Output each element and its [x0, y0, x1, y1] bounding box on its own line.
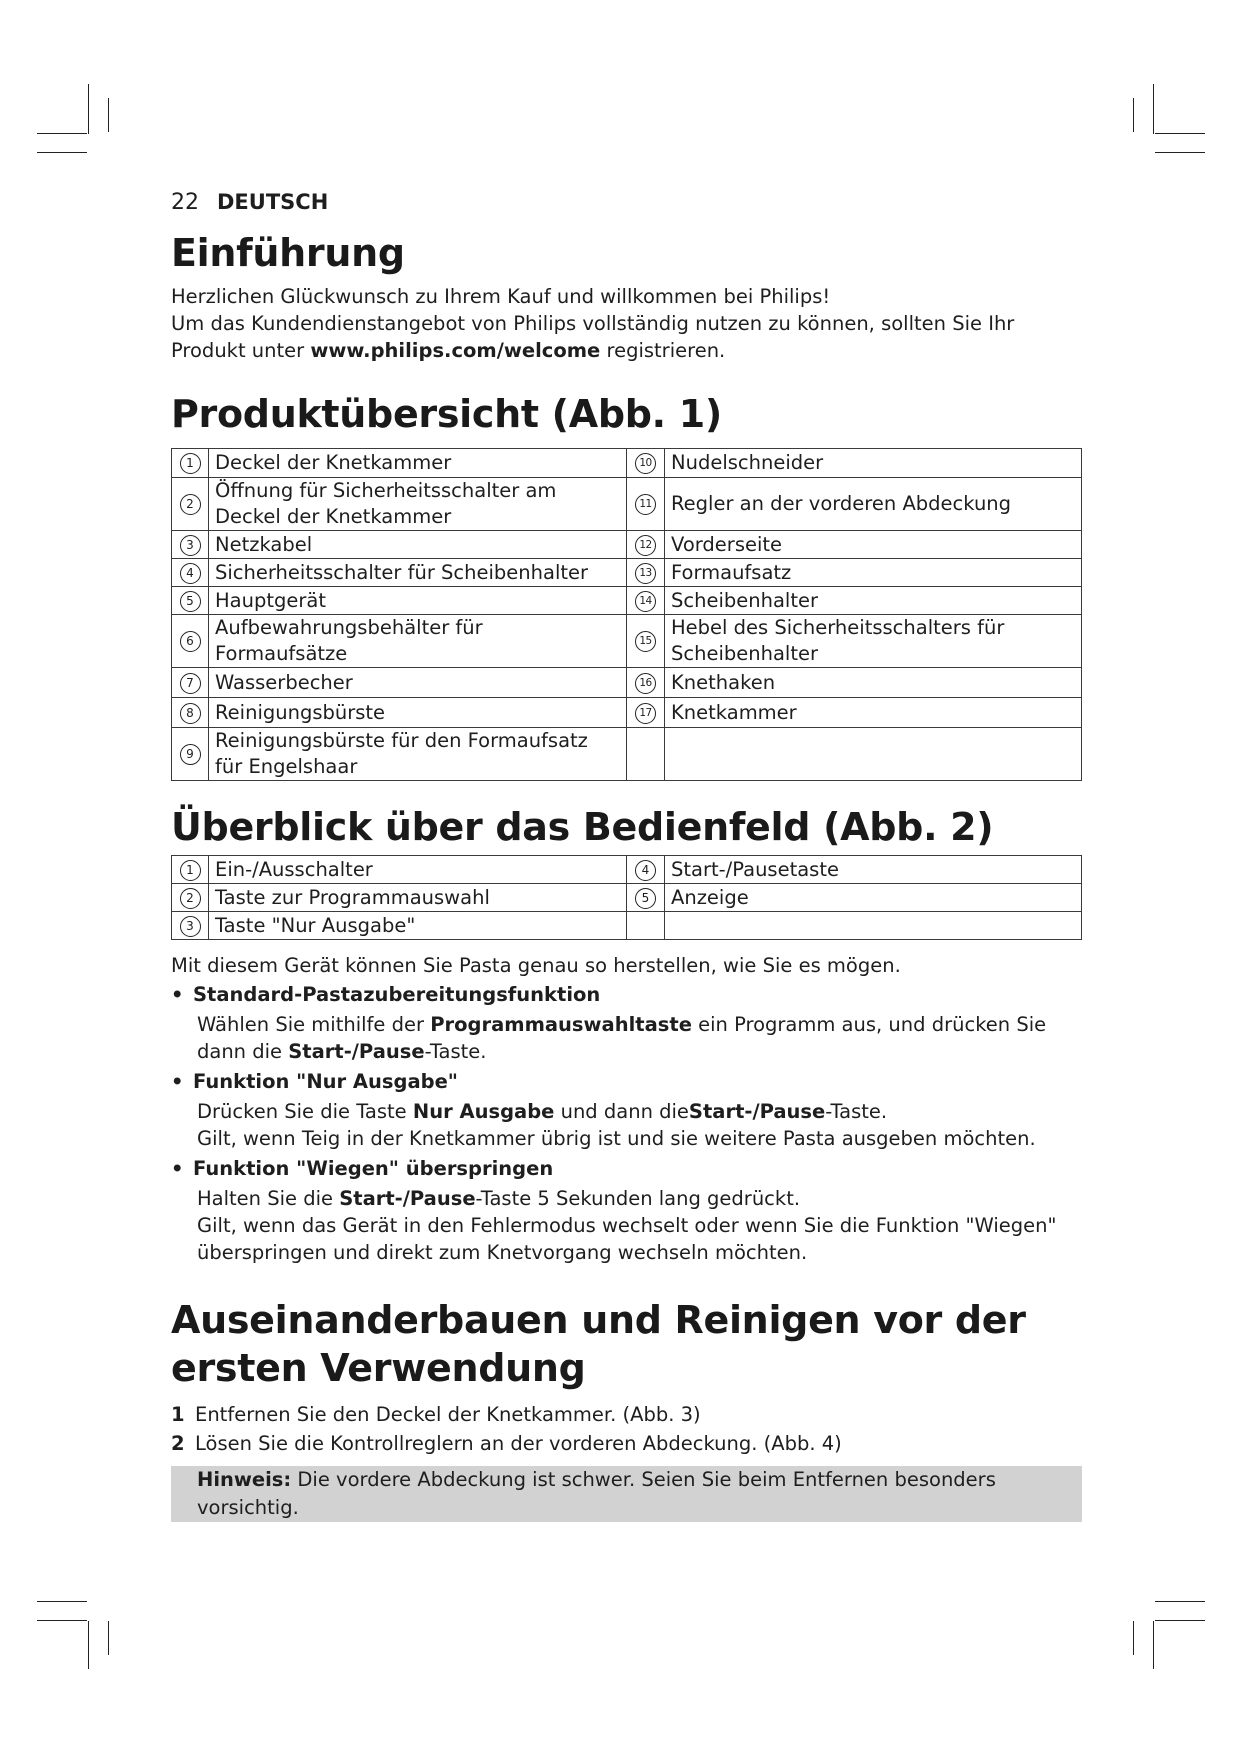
- item-label: Taste zur Programmauswahl: [209, 884, 627, 912]
- page-content: [171, 188, 1083, 1522]
- circled-number: 7: [180, 673, 201, 694]
- table-row: [172, 668, 1082, 698]
- control-panel-table: [171, 855, 1082, 940]
- item-label: Nudelschneider: [665, 449, 1082, 478]
- feature-item: [171, 1155, 1083, 1266]
- circled-number: 12: [635, 535, 656, 556]
- item-number: [172, 884, 209, 912]
- item-label: Hebel des Sicherheitsschalters für Scheibenhalter: [665, 615, 1082, 668]
- item-label: Vorderseite: [665, 531, 1082, 559]
- item-label: Öffnung für Sicherheitsschalter am Deckel der Knetkammer: [209, 478, 627, 531]
- item-label: Aufbewahrungsbehälter für Formaufsätze: [209, 615, 627, 668]
- item-number: [627, 615, 665, 668]
- circled-number: 16: [635, 673, 656, 694]
- item-label: [665, 912, 1082, 940]
- item-label: Scheibenhalter: [665, 587, 1082, 615]
- item-number: [172, 728, 209, 781]
- product-overview-table: [171, 448, 1082, 781]
- control-panel-intro: Mit diesem Gerät können Sie Pasta genau so herstellen, wie Sie es mögen.: [171, 954, 901, 977]
- table-row: [172, 698, 1082, 728]
- item-number: [172, 856, 209, 884]
- circled-number: 10: [635, 453, 656, 474]
- circled-number: 5: [180, 591, 201, 612]
- item-label: Knethaken: [665, 668, 1082, 698]
- item-number: [627, 478, 665, 531]
- item-number: [627, 856, 665, 884]
- step-list: [171, 1400, 1083, 1458]
- feature-label: • Standard-Pastazubereitungsfunktion: [171, 981, 1083, 1008]
- item-number: [172, 698, 209, 728]
- feature-item: [171, 981, 1083, 1065]
- feature-list: [171, 981, 1083, 1266]
- circled-number: 5: [635, 888, 656, 909]
- item-number: [172, 615, 209, 668]
- item-label: Formaufsatz: [665, 559, 1082, 587]
- item-label: Taste "Nur Ausgabe": [209, 912, 627, 940]
- circled-number: 1: [180, 453, 201, 474]
- item-number: [172, 531, 209, 559]
- circled-number: 11: [635, 494, 656, 515]
- item-label: [665, 728, 1082, 781]
- item-number: [627, 559, 665, 587]
- item-number: [627, 668, 665, 698]
- feature-description: Drücken Sie die Taste Nur Ausgabe und dann dieStart-/Pause-Taste. Gilt, wenn Teig in der Knetkammer übrig ist und sie weitere Pasta ausgeben möchten.: [197, 1100, 1036, 1150]
- circled-number: 2: [180, 888, 201, 909]
- circled-number: 4: [635, 860, 656, 881]
- circled-number: 13: [635, 563, 656, 584]
- note-box: [171, 1466, 1082, 1522]
- table-row: [172, 587, 1082, 615]
- item-number: [627, 884, 665, 912]
- circled-number: 9: [180, 744, 201, 765]
- circled-number: 1: [180, 860, 201, 881]
- item-number: [627, 531, 665, 559]
- running-head: [171, 188, 1083, 217]
- item-number: [172, 668, 209, 698]
- item-label: Ein-/Ausschalter: [209, 856, 627, 884]
- table-row: [172, 856, 1082, 884]
- circled-number: 6: [180, 631, 201, 652]
- note-label: Hinweis:: [197, 1468, 292, 1491]
- item-number: [172, 587, 209, 615]
- table-row: [172, 449, 1082, 478]
- step-item: 2 Lösen Sie die Kontrollreglern an der vorderen Abdeckung. (Abb. 4): [171, 1432, 842, 1455]
- control-panel-heading: Überblick über das Bedienfeld (Abb. 2): [171, 805, 994, 849]
- table-row: [172, 728, 1082, 781]
- table-row: [172, 478, 1082, 531]
- step-item: 1 Entfernen Sie den Deckel der Knetkammer. (Abb. 3): [171, 1403, 701, 1426]
- table-row: [172, 912, 1082, 940]
- disassembly-heading: Auseinanderbauen und Reinigen vor der ersten Verwendung: [171, 1298, 1026, 1390]
- item-number: [172, 559, 209, 587]
- intro-line-2: Um das Kundendienstangebot von Philips vollständig nutzen zu können, sollten Sie Ihr Produkt unter www.philips.com/welcome registrieren.: [171, 312, 1015, 362]
- circled-number: 14: [635, 591, 656, 612]
- intro-heading: Einführung: [171, 231, 405, 275]
- table-row: [172, 884, 1082, 912]
- item-label: Reinigungsbürste für den Formaufsatz für Engelshaar: [209, 728, 627, 781]
- item-label: Wasserbecher: [209, 668, 627, 698]
- feature-item: [171, 1068, 1083, 1152]
- table-row: [172, 615, 1082, 668]
- item-number: [627, 449, 665, 478]
- welcome-link[interactable]: www.philips.com/welcome: [310, 339, 601, 362]
- item-label: Sicherheitsschalter für Scheibenhalter: [209, 559, 627, 587]
- item-number: [172, 912, 209, 940]
- item-number: [627, 912, 665, 940]
- circled-number: 17: [635, 703, 656, 724]
- item-number: [627, 698, 665, 728]
- item-label: Netzkabel: [209, 531, 627, 559]
- item-label: Regler an der vorderen Abdeckung: [665, 478, 1082, 531]
- item-number: [172, 478, 209, 531]
- item-label: Anzeige: [665, 884, 1082, 912]
- item-number: [627, 587, 665, 615]
- table-row: [172, 531, 1082, 559]
- item-label: Hauptgerät: [209, 587, 627, 615]
- product-overview-heading: Produktübersicht (Abb. 1): [171, 392, 722, 436]
- circled-number: 3: [180, 916, 201, 937]
- item-number: [627, 728, 665, 781]
- circled-number: 3: [180, 535, 201, 556]
- feature-description: Wählen Sie mithilfe der Programmauswahltaste ein Programm aus, und drücken Sie dann die Start-/Pause-Taste.: [197, 1013, 1047, 1063]
- circled-number: 2: [180, 494, 201, 515]
- circled-number: 15: [635, 631, 656, 652]
- item-label: Reinigungsbürste: [209, 698, 627, 728]
- feature-label: • Funktion "Nur Ausgabe": [171, 1068, 1083, 1095]
- item-label: Start-/Pausetaste: [665, 856, 1082, 884]
- feature-label: • Funktion "Wiegen" überspringen: [171, 1155, 1083, 1182]
- item-label: Knetkammer: [665, 698, 1082, 728]
- circled-number: 8: [180, 703, 201, 724]
- feature-description: Halten Sie die Start-/Pause-Taste 5 Sekunden lang gedrückt. Gilt, wenn das Gerät in den Fehlermodus wechselt oder wenn Sie die Funktion "Wiegen" überspringen und direkt zum Knetvorgang wechseln möchten.: [197, 1187, 1057, 1264]
- intro-line-1: Herzlichen Glückwunsch zu Ihrem Kauf und willkommen bei Philips!: [171, 285, 831, 308]
- item-number: [172, 449, 209, 478]
- language-label: DEUTSCH: [217, 190, 329, 214]
- page-number: 22: [171, 190, 199, 215]
- item-label: Deckel der Knetkammer: [209, 449, 627, 478]
- note-text: Die vordere Abdeckung ist schwer. Seien Sie beim Entfernen besonders vorsichtig.: [197, 1468, 996, 1519]
- table-row: [172, 559, 1082, 587]
- circled-number: 4: [180, 563, 201, 584]
